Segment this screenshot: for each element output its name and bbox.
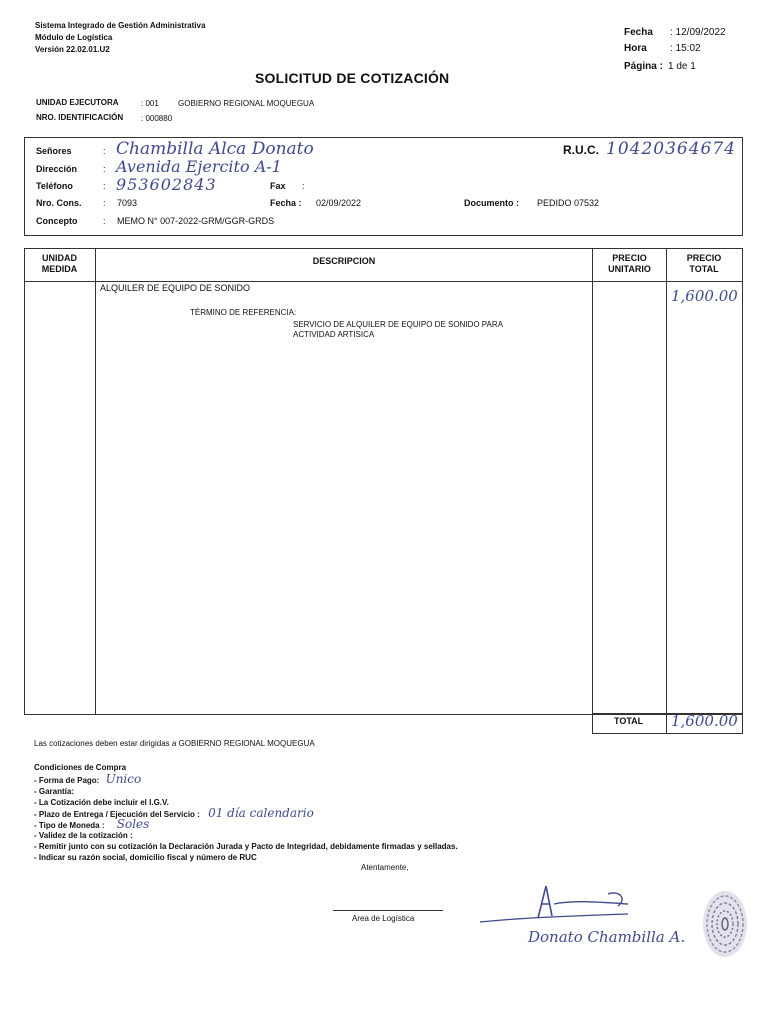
- cond-moneda-value: Soles: [116, 817, 150, 831]
- tdr-line2: ACTIVIDAD ARTISICA: [293, 330, 375, 339]
- col-pu-header-line1: PRECIO: [612, 253, 647, 263]
- header-pagina-label: Página :: [624, 61, 663, 72]
- system-name: Sistema Integrado de Gestión Administrativa: [35, 21, 206, 30]
- ue-name: GOBIERNO REGIONAL MOQUEGUA: [178, 99, 315, 108]
- fax-value: :: [302, 181, 305, 191]
- ruc-label: R.U.C.: [563, 143, 599, 157]
- senores-value: Chambilla Alca Donato: [116, 139, 314, 159]
- cond-indicar: - Indicar su razón social, domicilio fiscal y número de RUC: [34, 853, 257, 862]
- total-label: TOTAL: [614, 716, 644, 726]
- total-divider: [666, 713, 667, 733]
- header-fecha: [624, 26, 726, 40]
- cond-plazo-label: - Plazo de Entrega / Ejecución del Servicio :: [34, 810, 200, 819]
- senores-colon: :: [103, 146, 106, 156]
- telefono-label: Teléfono: [36, 181, 73, 191]
- cond-forma-pago-value: Unico: [105, 772, 142, 786]
- nrocons-label: Nro. Cons.: [36, 198, 82, 208]
- page-title: SOLICITUD DE COTIZACIÓN: [255, 70, 450, 86]
- header-hora-value: : 15:02: [670, 43, 701, 54]
- documento-label: Documento :: [464, 198, 519, 208]
- version-label: Versión 22.02.01.U2: [35, 45, 110, 54]
- fecha-value: 02/09/2022: [316, 198, 362, 208]
- header-pagina-value: 1 de 1: [668, 61, 696, 72]
- ue-code: : 001: [141, 99, 159, 108]
- nrocons-value: 7093: [117, 198, 138, 208]
- header-hora: [624, 42, 701, 56]
- telefono-value: 953602843: [116, 175, 217, 194]
- header-fecha-label: Fecha: [624, 27, 653, 38]
- cond-remitir: - Remitir junto con su cotización la Declaración Jurada y Pacto de Integridad, debidamente firmadas y selladas.: [34, 842, 458, 851]
- cond-moneda-label: - Tipo de Moneda :: [34, 821, 105, 830]
- col-divider-3: [666, 248, 667, 714]
- col-pu-header-line2: UNITARIO: [608, 264, 651, 274]
- col-unidad-header-line1: UNIDAD: [42, 253, 77, 263]
- fecha-label: Fecha :: [270, 198, 302, 208]
- tdr-line1: SERVICIO DE ALQUILER DE EQUIPO DE SONIDO PARA: [293, 320, 503, 329]
- table-header-line: [24, 281, 742, 282]
- signature-line: [333, 910, 443, 911]
- cond-forma-pago: [34, 774, 141, 787]
- cond-validez: - Validez de la cotización :: [34, 831, 133, 840]
- ue-label: UNIDAD EJECUTORA: [36, 98, 119, 107]
- col-divider-2: [592, 248, 593, 714]
- col-unidad-header-line2: MEDIDA: [41, 264, 78, 274]
- cond-plazo-value: 01 día calendario: [208, 806, 314, 820]
- direccion-label: Dirección: [36, 164, 78, 174]
- item-total-value: 1,600.00: [671, 287, 738, 305]
- conditions-title: Condiciones de Compra: [34, 763, 127, 772]
- nro-label: NRO. IDENTIFICACIÓN: [36, 113, 124, 122]
- signature-scribble: [478, 880, 708, 930]
- concepto-value: MEMO N° 007-2022-GRM/GGR-GRDS: [117, 216, 275, 226]
- ruc-value: 10420364674: [606, 139, 736, 159]
- header-pagina: [624, 60, 696, 74]
- nrocons-colon: :: [103, 198, 106, 208]
- col-unidad-header: [24, 253, 95, 275]
- item-description: ALQUILER DE EQUIPO DE SONIDO: [100, 283, 251, 293]
- col-pt-header-line1: PRECIO: [686, 253, 722, 263]
- senores-label: Señores: [36, 146, 72, 156]
- telefono-colon: :: [103, 181, 106, 191]
- total-value: 1,600.00: [671, 712, 738, 730]
- fingerprint-icon: [700, 888, 750, 960]
- atentamente: Atentamente,: [361, 863, 409, 872]
- nro-value: : 000880: [141, 114, 173, 123]
- col-pt-header: [667, 253, 741, 275]
- area-logistica: Area de Logística: [352, 914, 415, 923]
- direccion-value: Avenida Ejercito A-1: [116, 157, 282, 176]
- tdr-label: TÉRMINO DE REFERENCIA:: [190, 308, 297, 317]
- cond-garantia: - Garantía:: [34, 787, 75, 796]
- col-divider-1: [95, 248, 96, 714]
- fax-label: Fax: [270, 181, 286, 191]
- documento-value: PEDIDO 07532: [537, 198, 600, 208]
- concepto-label: Concepto: [36, 216, 78, 226]
- header-fecha-value: : 12/09/2022: [670, 27, 726, 38]
- footer-note: Las cotizaciones deben estar dirigidas a GOBIERNO REGIONAL MOQUEGUA: [34, 739, 315, 748]
- concepto-colon: :: [103, 216, 106, 226]
- direccion-colon: :: [103, 164, 106, 174]
- signature-name: Donato Chambilla A.: [528, 928, 686, 946]
- cond-igv: - La Cotización debe incluir el I.G.V.: [34, 798, 169, 807]
- col-desc-header: DESCRIPCION: [312, 256, 376, 266]
- module-name: Módulo de Logística: [35, 33, 113, 42]
- header-hora-label: Hora: [624, 43, 647, 54]
- col-pt-header-line2: TOTAL: [689, 264, 719, 274]
- col-pu-header: [593, 253, 666, 275]
- cond-forma-pago-label: - Forma de Pago:: [34, 776, 100, 785]
